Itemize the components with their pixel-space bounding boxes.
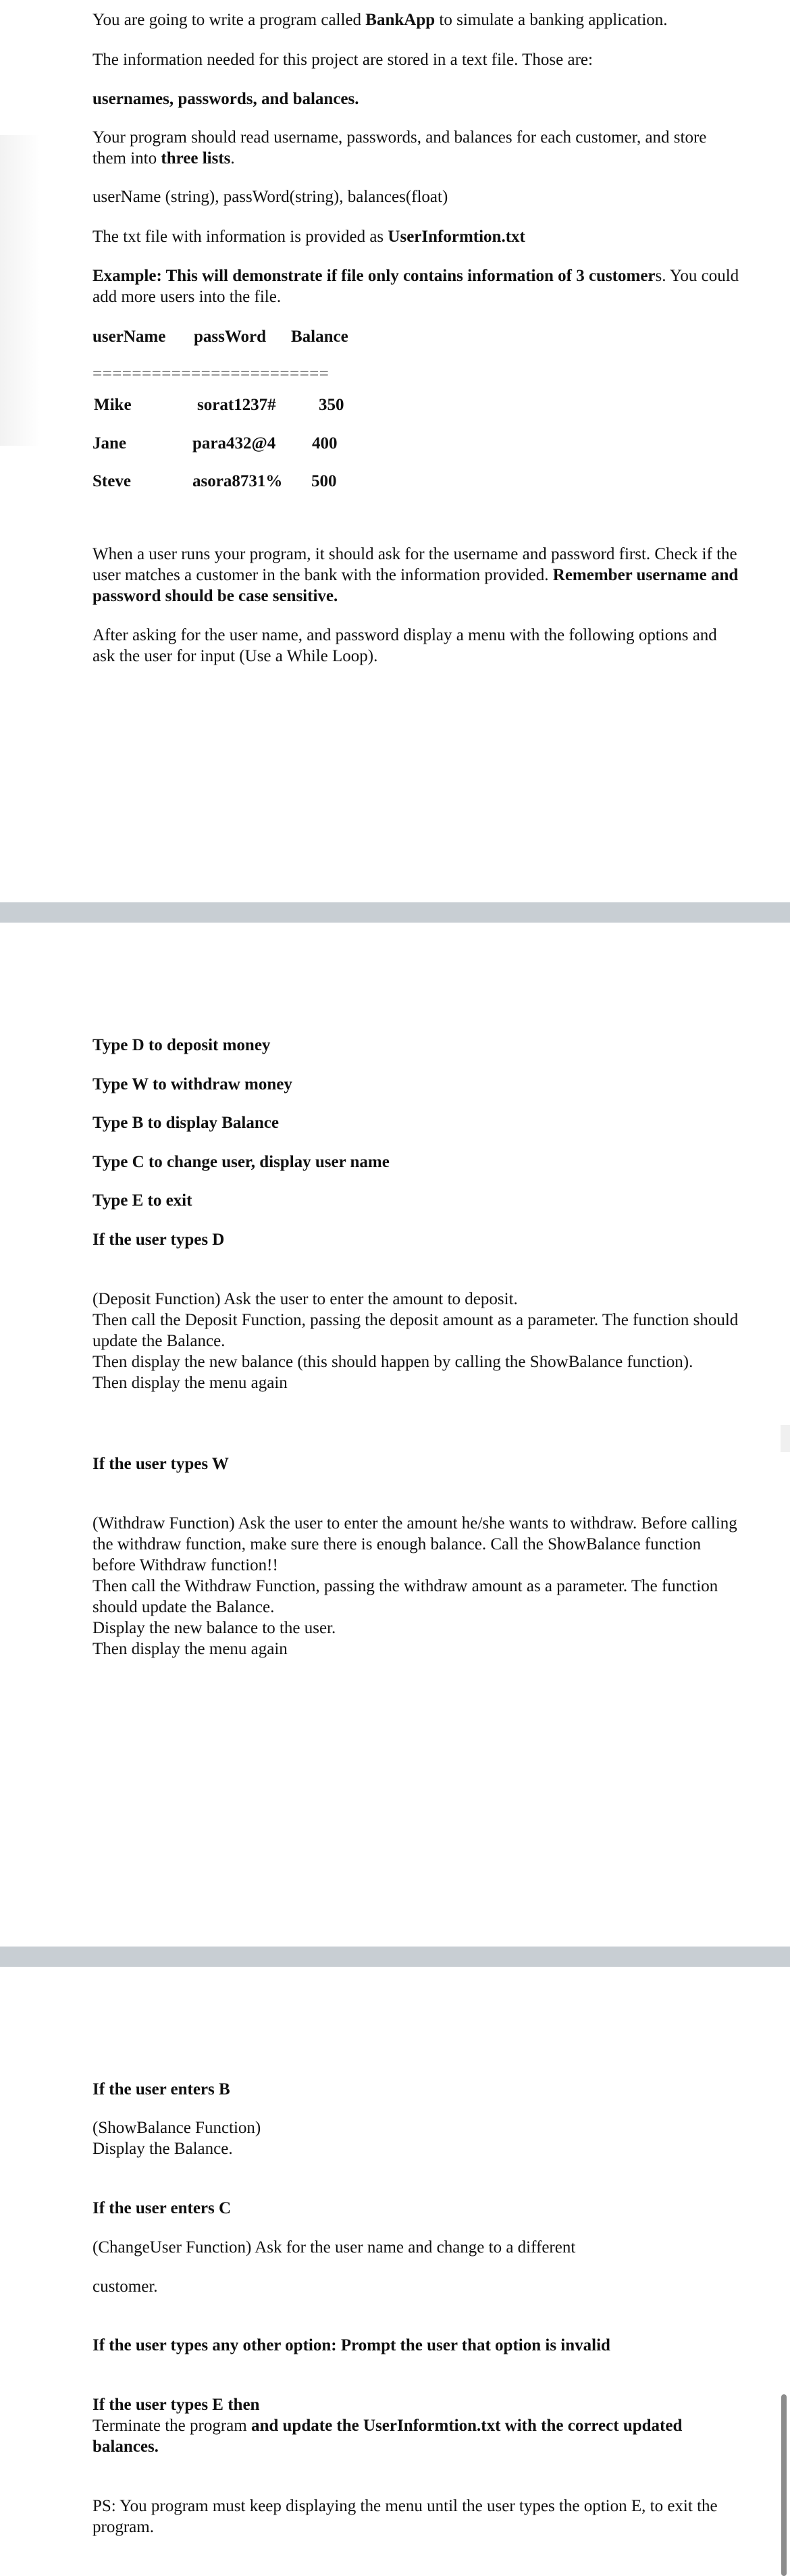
document-page-2: [0, 923, 790, 1947]
types-paragraph: userName (string), passWord(string), balances(float): [93, 188, 448, 206]
file-name: UserInformtion.txt: [388, 228, 525, 246]
info-paragraph: The information needed for this project are stored in a text file. Those are:: [93, 51, 593, 69]
app-name: BankApp: [365, 11, 436, 29]
info-items: usernames, passwords, and balances.: [93, 90, 359, 108]
page-separator: [0, 1947, 790, 1967]
table-cell: Steve: [93, 472, 131, 490]
scrollbar-thumb[interactable]: [781, 2394, 787, 2576]
balance-heading: If the user enters B: [93, 2080, 230, 2098]
menu-option: Type W to withdraw money: [93, 1075, 292, 1093]
table-cell: sorat1237#: [197, 396, 276, 414]
intro-paragraph: You are going to write a program called BankApp to simulate a banking application.: [93, 11, 668, 29]
change-user-line: (ChangeUser Function) Ask for the user name and change to a different: [93, 2238, 576, 2257]
table-cell: asora8731%: [192, 472, 283, 490]
scrollbar-track[interactable]: [781, 1425, 790, 1452]
document-page-1: [0, 0, 790, 902]
invalid-option-line: If the user types any other option: Prompt the user that option is invalid: [93, 2336, 610, 2354]
login-paragraph: When a user runs your program, it should ask for the username and password first. Check if the user matches a customer in the bank with the information provided. Remember username and password should be case sensitive.: [93, 545, 739, 605]
table-rule: ========================: [93, 365, 330, 383]
menu-option: Type B to display Balance: [93, 1114, 279, 1132]
menu-option: Type C to change user, display user name: [93, 1153, 390, 1171]
exit-heading: If the user types E then: [93, 2396, 260, 2414]
page-separator: [0, 902, 790, 923]
balance-instructions: (ShowBalance Function) Display the Balance.: [93, 2119, 261, 2158]
document-page-3: [0, 1967, 790, 2576]
table-header-password: passWord: [194, 328, 266, 346]
change-user-heading: If the user enters C: [93, 2199, 232, 2217]
table-cell: para432@4: [192, 434, 276, 453]
menu-intro-paragraph: After asking for the user name, and password display a menu with the following options and ask the user for input (Use a While Loop).: [93, 626, 717, 665]
deposit-instructions: (Deposit Function) Ask the user to enter the amount to deposit. Then call the Deposit Function, passing the deposit amount as a parameter. The function should update the Balance. Then display the new balance (this should happen by calling the ShowBalance function). Then display the menu again: [93, 1290, 739, 1392]
deposit-heading: If the user types D: [93, 1231, 225, 1249]
withdraw-heading: If the user types W: [93, 1455, 229, 1473]
menu-option: Type D to deposit money: [93, 1036, 271, 1054]
ps-note: PS: You program must keep displaying the menu until the user types the option E, to exit the program.: [93, 2497, 718, 2536]
exit-instructions: Terminate the program and update the UserInformtion.txt with the correct updated balances.: [93, 2417, 683, 2456]
page-edge-shadow: [0, 135, 41, 446]
table-header-username: userName: [93, 328, 166, 346]
menu-option: Type E to exit: [93, 1191, 192, 1210]
file-paragraph: The txt file with information is provided as UserInformtion.txt: [93, 228, 525, 246]
table-header-balance: Balance: [291, 328, 348, 346]
table-cell: 400: [312, 434, 338, 453]
table-cell: 500: [311, 472, 337, 490]
table-cell: Mike: [94, 396, 132, 414]
read-lists-paragraph: Your program should read username, passwords, and balances for each customer, and store them into three lists.: [93, 128, 707, 168]
withdraw-instructions: (Withdraw Function) Ask the user to enter the amount he/she wants to withdraw. Before calling the withdraw function, make sure there is enough balance. Call the ShowBalance function before Withdraw function!! Then call the Withdraw Function, passing the withdraw amount as a parameter. The function should update the Balance. Display the new balance to the user. Then display the menu again: [93, 1514, 737, 1658]
table-cell: Jane: [93, 434, 126, 453]
change-user-line: customer.: [93, 2277, 158, 2296]
example-paragraph: Example: This will demonstrate if file only contains information of 3 customers. You could add more users into the file.: [93, 267, 739, 306]
table-cell: 350: [319, 396, 344, 414]
